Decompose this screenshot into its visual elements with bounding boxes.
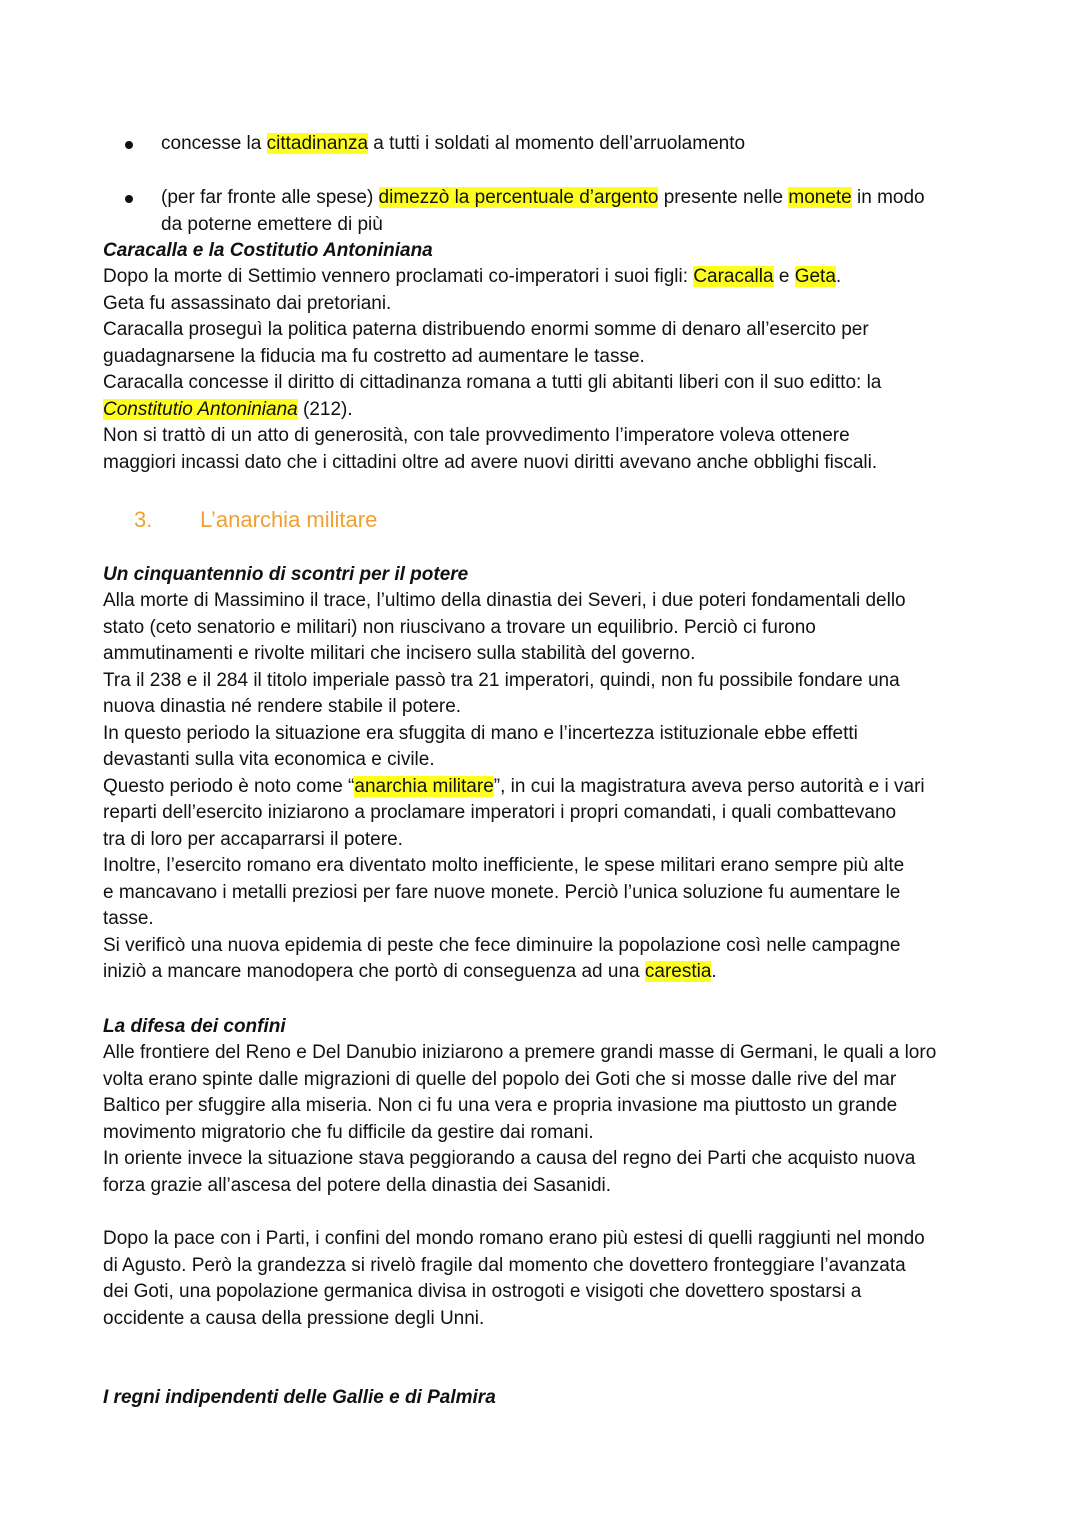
- section-number: 3.: [134, 507, 153, 532]
- paragraph-line: ammutinamenti e rivolte militari che incisero sulla stabilità del governo.: [103, 643, 696, 664]
- regni-section: [103, 1385, 1003, 1411]
- paragraph-line: nuova dinastia né rendere stabile il potere.: [103, 696, 462, 717]
- bullet-icon: [125, 141, 133, 149]
- subsection-heading: I regni indipendenti delle Gallie e di Palmira: [103, 1387, 496, 1408]
- highlight: Constitutio Antoniniana: [103, 398, 298, 420]
- paragraph-line: dei Goti, una popolazione germanica divisa in ostrogoti e visigoti che dovettero spostarsi a: [103, 1281, 862, 1302]
- paragraph-line: Questo periodo è noto come “anarchia militare”, in cui la magistratura aveva perso autorità e i vari: [103, 775, 925, 797]
- paragraph-line: movimento migratorio che fu difficile da gestire dai romani.: [103, 1121, 594, 1143]
- paragraph-line: Baltico per sfuggire alla miseria. Non ci fu una vera e propria invasione ma piuttosto un grande: [103, 1095, 898, 1116]
- paragraph-line: Alla morte di Massimino il trace, l’ultimo della dinastia dei Severi, i due poteri fondamentali dello: [103, 590, 906, 611]
- paragraph-line: stato (ceto senatorio e militari) non riuscivano a trovare un equilibrio. Perciò ci furono: [103, 616, 816, 638]
- paragraph-line: In oriente invece la situazione stava peggiorando a causa del regno dei Parti che acquisto nuova: [103, 1148, 916, 1169]
- bullet-text: (per far fronte alle spese) dimezzò la percentuale d’argento presente nelle monete in modo: [161, 187, 925, 208]
- difesa-paragraph-2: [103, 1226, 1003, 1332]
- paragraph-line: di Agusto. Però la grandezza si rivelò fragile dal momento che dovettero fronteggiare l’avanzata: [103, 1254, 906, 1276]
- paragraph-line: Non si trattò di un atto di generosità, con tale provvedimento l’imperatore voleva ottenere: [103, 425, 850, 446]
- section-title: L’anarchia militare: [200, 507, 378, 532]
- paragraph-line: Caracalla concesse il diritto di cittadinanza romana a tutti gli abitanti liberi con il suo editto: la: [103, 372, 882, 393]
- paragraph-line: maggiori incassi dato che i cittadini oltre ad avere nuovi diritti avevano anche obblighi fiscali.: [103, 451, 878, 473]
- paragraph-line: In questo periodo la situazione era sfuggita di mano e l’incertezza istituzionale ebbe effetti: [103, 722, 858, 744]
- paragraph-line: Dopo la pace con i Parti, i confini del mondo romano erano più estesi di quelli raggiunti nel mondo: [103, 1228, 925, 1249]
- paragraph-line: Caracalla proseguì la politica paterna distribuendo enormi somme di denaro all’esercito per: [103, 319, 869, 340]
- bullet-item: [103, 185, 1003, 239]
- paragraph-line: tra di loro per accaparrarsi il potere.: [103, 828, 403, 850]
- paragraph-line: iniziò a mancare manodopera che portò di conseguenza ad una carestia.: [103, 961, 717, 982]
- highlight: anarchia militare: [354, 775, 494, 797]
- paragraph-line: Si verificò una nuova epidemia di peste che fece diminuire la popolazione così nelle campagne: [103, 934, 901, 956]
- paragraph-line: Dopo la morte di Settimio vennero proclamati co-imperatori i suoi figli: Caracalla e Geta.: [103, 266, 842, 287]
- highlight: carestia: [644, 961, 712, 982]
- bullet-text: concesse la cittadinanza a tutti i soldati al momento dell’arruolamento: [161, 133, 746, 154]
- paragraph-line: guadagnarsene la fiducia ma fu costretto ad aumentare le tasse.: [103, 345, 645, 367]
- bullet-text-cont: da poterne emettere di più: [161, 214, 383, 235]
- subsection-heading: Un cinquantennio di scontri per il potere: [103, 564, 469, 585]
- paragraph-line: volta erano spinte dalle migrazioni di quelle del popolo dei Goti che si mosse dalle rive del mar: [103, 1068, 897, 1090]
- subsection-heading: Caracalla e la Costitutio Antoniniana: [103, 240, 433, 261]
- cinquantennio-section: [103, 562, 1003, 986]
- paragraph-line: Inoltre, l’esercito romano era diventato molto inefficiente, le spese militari erano sempre più alte: [103, 855, 905, 876]
- bullet-item: [103, 131, 1003, 158]
- subsection-heading: La difesa dei confini: [103, 1016, 286, 1037]
- paragraph-line: Tra il 238 e il 284 il titolo imperiale passò tra 21 imperatori, quindi, non fu possibile fondare una: [103, 669, 900, 691]
- paragraph-line: tasse.: [103, 908, 154, 929]
- paragraph-line: e mancavano i metalli preziosi per fare nuove monete. Perciò l’unica soluzione fu aumentare le: [103, 881, 901, 903]
- highlight: monete: [788, 187, 852, 208]
- paragraph-line: Alle frontiere del Reno e Del Danubio iniziarono a premere grandi masse di Germani, le quali a loro: [103, 1042, 937, 1063]
- highlight: dimezzò la percentuale d’argento: [378, 187, 659, 208]
- paragraph-line: devastanti sulla vita economica e civile.: [103, 749, 435, 770]
- paragraph-line: forza grazie all’ascesa del potere della dinastia dei Sasanidi.: [103, 1174, 612, 1196]
- paragraph-line: reparti dell’esercito iniziarono a proclamare imperatori i propri comandati, i quali combattevano: [103, 802, 897, 823]
- caracalla-section: [103, 238, 1003, 476]
- highlight: Caracalla: [693, 266, 774, 287]
- paragraph-line: Geta fu assassinato dai pretoriani.: [103, 292, 392, 314]
- difesa-section: [103, 1014, 1003, 1199]
- paragraph-line: Constitutio Antoniniana (212).: [103, 398, 353, 420]
- paragraph-line: occidente a causa della pressione degli Unni.: [103, 1307, 485, 1329]
- bullet-icon: [125, 195, 133, 203]
- highlight: Geta: [794, 266, 836, 287]
- highlight: cittadinanza: [266, 133, 369, 154]
